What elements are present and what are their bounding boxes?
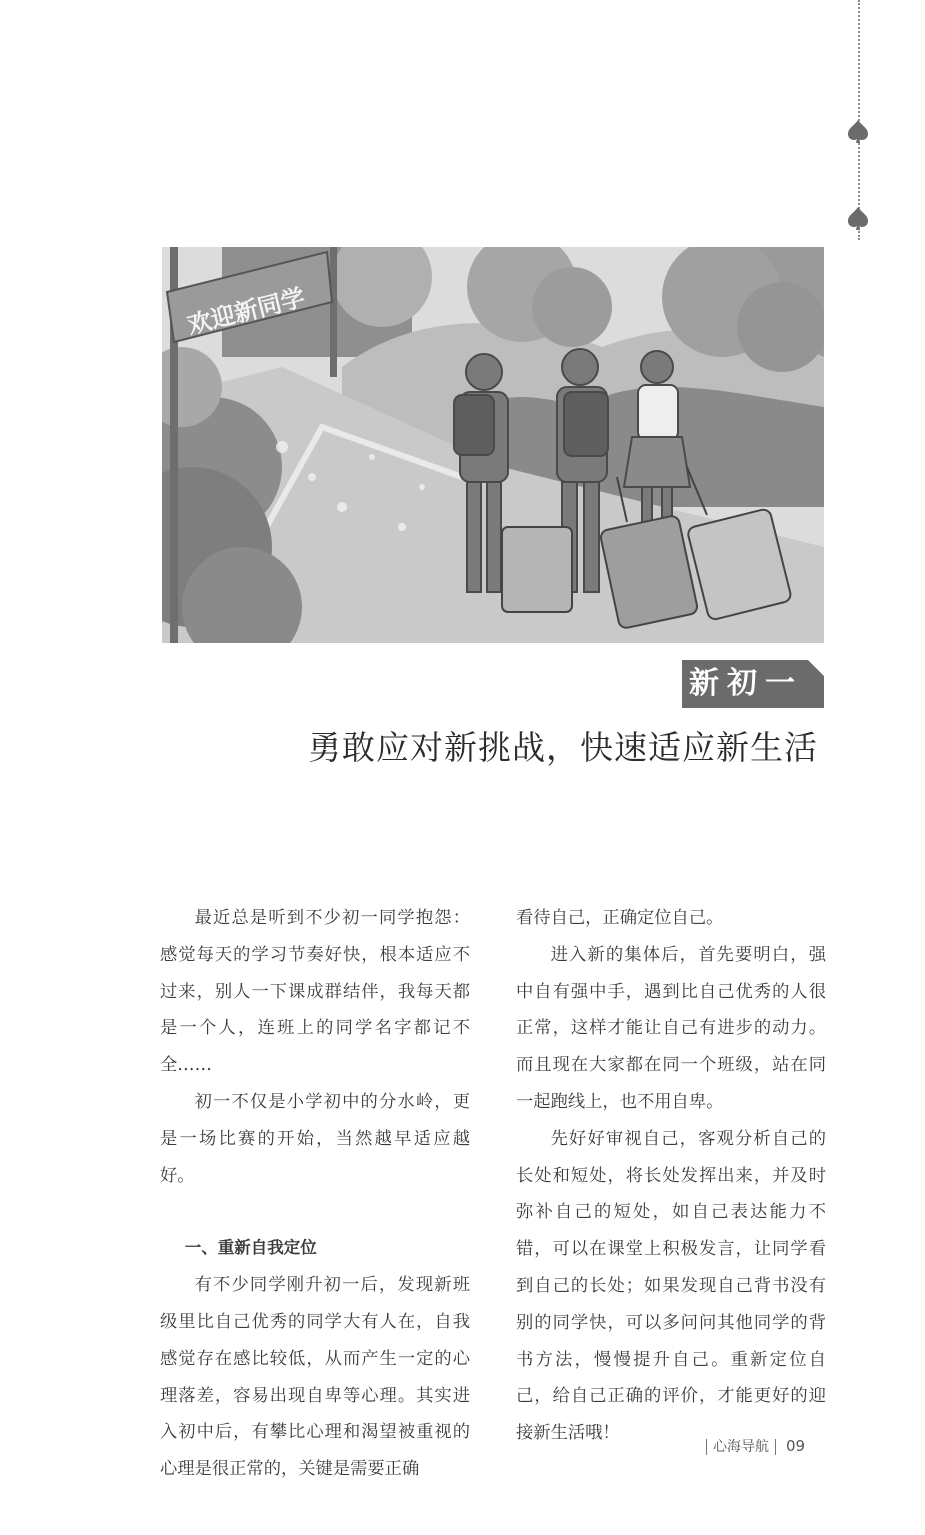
column-tag bbox=[682, 660, 824, 708]
paragraph: 先好好审视自己，客观分析自己的长处和短处，将长处发挥出来，并及时弥补自己的短处，如自己表达能力不错，可以在课堂上积极发言，让同学看到自己的长处；如果发现自己背书没有别的同学快，可以多问问其他同学的背书方法，慢慢提升自己。重新定位自己，给自己正确的评价，才能更好的迎接新生活哦！ bbox=[516, 1128, 826, 1444]
article-headline: 勇敢应对新挑战，快速适应新生活 bbox=[308, 728, 818, 767]
column-tag-label: 新初一 bbox=[689, 666, 803, 701]
paragraph: 有不少同学刚升初一后，发现新班级里比自己优秀的同学大有人在，自我感觉存在感比较低，从而产生一定的心理落差，容易出现自卑等心理。其实进入初中后，有攀比心理和渴望被重视的心理是很正常的，关键是需要正确 bbox=[160, 1275, 470, 1480]
heart-icon bbox=[847, 118, 869, 144]
article-left-column bbox=[160, 900, 470, 1488]
page-footer bbox=[700, 1436, 825, 1460]
tag-corner-notch bbox=[808, 660, 824, 676]
banner-text: 欢迎新同学 bbox=[184, 283, 308, 340]
illustration-students-arriving bbox=[162, 247, 824, 643]
paragraph: 最近总是听到不少初一同学抱怨：感觉每天的学习节奏好快，根本适应不过来，别人一下课成群结伴，我每天都是一个人，连班上的同学名字都记不全…… bbox=[160, 908, 470, 1076]
page-number: 09 bbox=[786, 1437, 806, 1455]
heart-icon bbox=[847, 205, 869, 231]
article-right-column bbox=[516, 900, 826, 1452]
paragraph: 看待自己，正确定位自己。 bbox=[516, 908, 724, 928]
footer-divider bbox=[775, 1439, 776, 1455]
footer-divider bbox=[706, 1439, 707, 1455]
section-heading: 一、重新自我定位 bbox=[184, 1238, 317, 1258]
paragraph: 进入新的集体后，首先要明白，强中自有强中手，遇到比自己优秀的人很正常，这样才能让自己有进步的动力。而且现在大家都在同一个班级，站在同一起跑线上，也不用自卑。 bbox=[516, 944, 826, 1112]
footer-section: 心海导航 bbox=[713, 1439, 769, 1455]
paragraph: 初一不仅是小学初中的分水岭，更是一场比赛的开始，当然越早适应越好。 bbox=[160, 1091, 470, 1186]
